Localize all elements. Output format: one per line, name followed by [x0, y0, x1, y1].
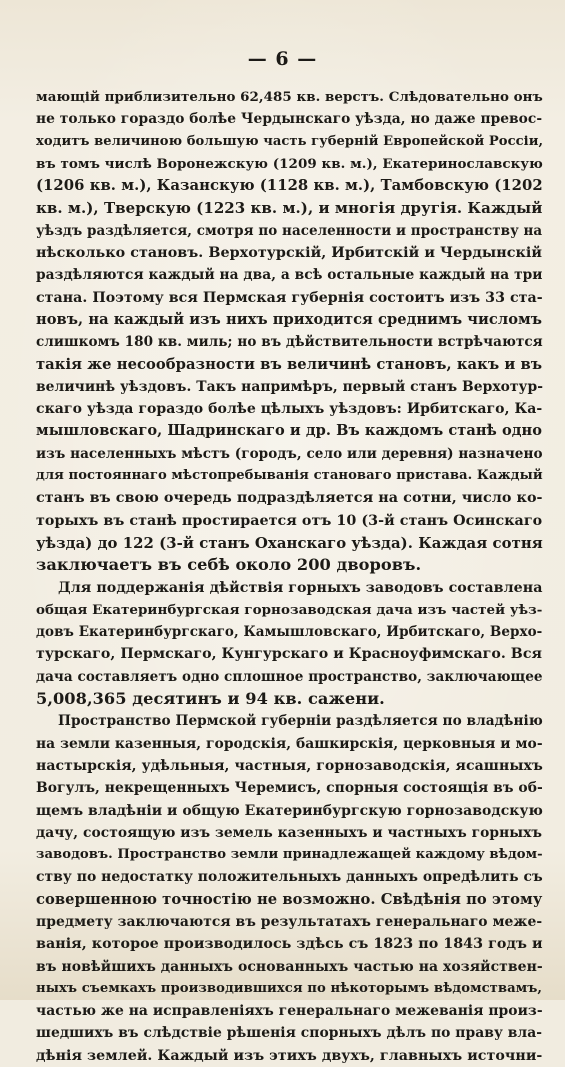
text-line: въ томъ числѣ Воронежскую (1209 кв. м.), Екатеринославскую — [36, 155, 543, 172]
text-line: стана. Поэтому вся Пермская губернія состоитъ изъ 33 ста- — [36, 289, 543, 306]
text-line: заводовъ. Пространство земли принадлежащей каждому вѣдом- — [36, 847, 543, 863]
paragraph — [36, 710, 542, 1067]
text-line: не только гораздо болѣе Чердынскаго уѣзда, но даже превос- — [36, 111, 543, 128]
body-text — [36, 86, 542, 1067]
text-line: турскаго, Пермскаго, Кунгурскаго и Красноуфимскаго. Вся — [36, 646, 543, 663]
text-line: на земли казенныя, городскія, башкирскія, церковныя и мо- — [36, 735, 543, 752]
text-line: Пространство Пермской губерніи раздѣляется по владѣнію — [58, 713, 543, 730]
text-line: 5,008,365 десятинъ и 94 кв. сажени. — [36, 689, 385, 709]
text-line: заключаетъ въ себѣ около 200 дворовъ. — [36, 555, 422, 575]
text-line: дѣнія землей. Каждый изъ этихъ двухъ, главныхъ источни- — [36, 1047, 543, 1064]
page-number: — 6 — — [247, 48, 318, 70]
text-line: частью же на исправленіяхъ генеральнаго межеванія произ- — [36, 1003, 543, 1020]
text-line: раздѣляются каждый на два, а всѣ остальные каждый на три — [36, 267, 543, 284]
text-line: щемъ владѣніи и общую Екатеринбургскую горнозаводскую — [36, 802, 543, 819]
text-line: въ новѣйшихъ данныхъ основанныхъ частью на хозяйствен- — [36, 958, 543, 975]
text-line: такія же несообразности въ величинѣ становъ, какъ и въ — [36, 355, 543, 373]
text-line: шедшихъ въ слѣдствіе рѣшенія спорныхъ дѣлъ по праву вла- — [36, 1025, 543, 1042]
text-line: дачу, состоящую изъ земель казенныхъ и частныхъ горныхъ — [36, 824, 543, 841]
text-line: совершенною точностію не возможно. Свѣдѣнія по этому — [36, 890, 543, 908]
text-line: ванія, которое производилось здѣсь съ 1823 по 1843 годъ и — [36, 936, 543, 953]
paragraph — [36, 86, 542, 577]
text-line: ходитъ величиною большую часть губерній Европейской Россіи, — [36, 133, 544, 149]
text-line: скаго уѣзда гораздо болѣе цѣлыхъ уѣздовъ: Ирбитскаго, Ка- — [36, 401, 543, 418]
text-line: (1206 кв. м.), Казанскую (1128 кв. м.), Тамбовскую (1202 — [36, 177, 543, 195]
text-line: Вогулъ, некрещенныхъ Черемисъ, спорныя состоящія въ об- — [36, 780, 543, 797]
text-line: довъ Екатеринбургскаго, Камышловскаго, Ирбитскаго, Верхо- — [36, 624, 543, 641]
text-line: ныхъ съемкахъ производившихся по нѣкоторымъ вѣдомствамъ, — [36, 980, 543, 996]
text-line: мышловскаго, Шадринскаго и др. Въ каждомъ станѣ одно — [36, 422, 543, 440]
text-line: изъ населенныхъ мѣстъ (городъ, село или деревня) назначено — [36, 445, 543, 462]
text-line: ству по недостатку положительныхъ данныхъ опредѣлить съ — [36, 869, 543, 886]
text-line: кв. м.), Тверскую (1223 кв. м.), и многія другія. Каждый — [36, 199, 543, 218]
paragraph — [36, 577, 542, 711]
text-line: новъ, на каждый изъ нихъ приходится среднимъ числомъ — [36, 310, 543, 328]
text-line: мающій приблизительно 62,485 кв. верстъ. Слѣдовательно онъ — [36, 89, 543, 105]
text-line: общая Екатеринбургская горнозаводская дача изъ частей уѣз- — [36, 601, 543, 618]
text-line: нѣсколько становъ. Верхотурскій, Ирбитскій и Чердынскій — [36, 245, 543, 262]
text-line: станъ въ свою очередь подраздѣляется на сотни, число ко- — [36, 490, 543, 507]
text-line: предмету заключаются въ результатахъ генеральнаго меже- — [36, 913, 543, 930]
text-line: слишкомъ 180 кв. миль; но въ дѣйствительности встрѣчаются — [36, 334, 543, 351]
text-line: Для поддержанія дѣйствія горныхъ заводовъ составлена — [58, 579, 543, 596]
text-line: настырскія, удѣльныя, частныя, горнозаводскія, ясашныхъ — [36, 757, 543, 774]
text-line: торыхъ въ станѣ простирается отъ 10 (3-й станъ Осинскаго — [36, 512, 543, 529]
text-line: для постояннаго мѣстопребыванія становаго пристава. Каждый — [36, 468, 543, 484]
text-line: уѣзда) до 122 (3-й станъ Оханскаго уѣзда). Каждая сотня — [36, 533, 543, 552]
text-line: величинѣ уѣздовъ. Такъ напримѣръ, первый станъ Верхотур- — [36, 378, 543, 395]
text-line: уѣздъ раздѣляется, смотря по населенности и пространству на — [36, 222, 543, 239]
text-line: дача составляетъ одно сплошное пространство, заключающее — [36, 668, 543, 685]
